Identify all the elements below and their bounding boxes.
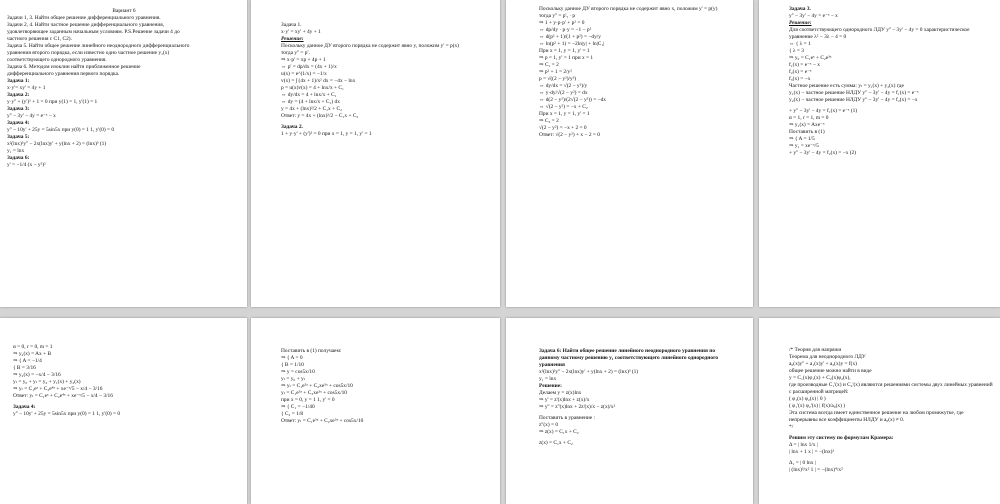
page-8 bbox=[759, 318, 1000, 504]
text-line: y = C₁(x)φ₁(x) + C₂(x)φ₂(x), bbox=[789, 375, 851, 381]
text-line: Теорема для неоднородного ЛДУ bbox=[789, 354, 866, 360]
text-line: дифференциального уравнения первого порядка. bbox=[7, 71, 120, 77]
text-line: ⇒ x·p' = xp + 4p + 1 bbox=[281, 57, 326, 63]
text-line: ⇔ d(2 − y²)/(2√(2 − y²)) = −dx bbox=[539, 97, 607, 103]
text-line: с расширенной матрицей: bbox=[789, 389, 849, 395]
text-line: ⇔ √(2 − y²) = −x + C₂ bbox=[539, 104, 588, 110]
text-line: p = √((2 − y²)/y²) bbox=[539, 76, 577, 82]
text-line: Задачи 2, 4. Найти частное решение дифференциального уравнения, bbox=[7, 22, 165, 28]
text-line: ⇒ y' = z'(x)lnx + z(x)/x bbox=[539, 397, 590, 403]
page-3 bbox=[506, 0, 753, 307]
text-line: ⇔ ln(p² + 1) = −2ln|y| + ln|C₁| bbox=[539, 41, 605, 47]
text-line: Поставить в уравнение : bbox=[539, 415, 596, 421]
text-line: y₁ = lnx bbox=[7, 148, 25, 154]
text-line: ⇔ p' = dp/dx = (4x + 1)/x bbox=[281, 64, 337, 70]
text-line: y·y'' + (y')² + 1 = 0 при y(1) = 1, y'(1) = 1 bbox=[7, 99, 98, 105]
text-line: ⇒ { A = 0 bbox=[281, 355, 303, 361]
text-line: | lnx + 1 x | = −(lnx)² bbox=[789, 449, 835, 455]
text-line: где производные C₁'(x) и C₂'(x) являются решениями системы двух линейных уравнений bbox=[789, 382, 993, 388]
section-heading: Решение: bbox=[281, 36, 304, 42]
text-line: ⇒ { C₁ = −1/40 bbox=[281, 404, 315, 410]
text-line: ( φ₁'(x) φ₂'(x) | f(x)/a₀(x) ) bbox=[789, 403, 846, 409]
text-line: */ bbox=[789, 424, 794, 430]
text-line: f₃(x) = −x bbox=[789, 76, 811, 82]
text-line: y'' − 10y' + 25y = 5sin5x при y(0) = 1 1, y'(0) = 0 bbox=[7, 127, 115, 133]
text-line: ⇒ y₂(x) = Ax + B bbox=[13, 351, 52, 357]
text-line: √(2 − y²) = −x + 2 = 0 bbox=[539, 125, 587, 131]
text-line: f₁(x) = e⁻ˣ − x bbox=[789, 62, 820, 68]
text-line: α = 1, r = 1, m = 0 bbox=[789, 115, 829, 121]
text-line: ⇒ y₁ = xe⁻ˣ/5 bbox=[789, 143, 819, 149]
section-heading: Решение: bbox=[789, 20, 812, 26]
text-line: ⇒ p² + 1 = 2/y² bbox=[539, 69, 572, 75]
text-line: тогда y'' = p'. bbox=[281, 50, 310, 56]
text-line: Δ = | lnx 1/x | bbox=[789, 442, 818, 448]
text-line: общее решение можно найти в виде bbox=[789, 368, 872, 374]
text-line: ⇔ y·dy/√(2 − y²) = dx bbox=[539, 90, 588, 96]
text-line: z''(x) = 0 bbox=[539, 422, 559, 428]
text-line: соответствующего однородного уравнения. bbox=[7, 57, 107, 63]
text-line: { C₂ = 1/8 bbox=[281, 411, 304, 417]
text-line: x²(lnx)²y'' − 2x(lnx)y' + y(lnx + 2) = (lnx)³ (1) bbox=[539, 369, 639, 375]
text-line: ⇒ p = 1, y' = 1 при x = 1 bbox=[539, 55, 594, 61]
page-2 bbox=[251, 0, 500, 307]
section-heading: Решение: bbox=[539, 383, 562, 389]
text-line: Ответ: √(2 − y²) + x − 2 = 0 bbox=[539, 132, 600, 138]
section-heading: Задача 2. bbox=[281, 124, 303, 130]
page-5 bbox=[0, 318, 247, 504]
text-line: y = 4x + (lnx)²/2 + C₁x + C₂ bbox=[281, 106, 342, 112]
text-line: yₗ = y₀ + yₗ = y₀ + y₁(x) + y₂(x) bbox=[13, 379, 81, 385]
text-line: Δ₁ = | 0 lnx | bbox=[789, 460, 816, 466]
text-line: { B = 3/16 bbox=[13, 365, 36, 371]
text-line: ⇔ d(p² + 1)/(1 + p²) = −dy/y bbox=[539, 34, 601, 40]
text-line: a₀(x)y'' + a₁(x)y' + a₂(x)y = f(x) bbox=[789, 361, 857, 367]
section-heading: Задача 1: bbox=[7, 78, 30, 84]
text-line: ⇔ dp/dy · p·y = −1 − p² bbox=[539, 27, 592, 33]
section-heading: Задача 3. bbox=[789, 6, 811, 12]
text-line: ⇒ y₁(x) = Axe⁻ˣ bbox=[789, 122, 825, 128]
section-heading: Задача 2: bbox=[7, 92, 30, 98]
text-line: Поскольку данное ДУ второго порядка не содержит явно y, положим y' = p(x) bbox=[281, 43, 460, 49]
text-line: Поставить в (1) bbox=[789, 129, 825, 135]
text-line: ⇒ 1 + y·p·p' + p² = 0 bbox=[539, 20, 585, 26]
text-line: Частное решение есть сумма: yₗ = y₁(x) + y₂(x) где bbox=[789, 83, 904, 89]
text-line: Ответ: y = 4x + (lnx)²/2 − C₁x + C₂ bbox=[281, 113, 359, 119]
section-heading: Задача 4: bbox=[13, 404, 36, 410]
text-line: y' = −1/4 (x − y²)² bbox=[7, 162, 46, 168]
text-line: непрерывны все коэффициенты НЛДУ и a₀(x) ≠ 0. bbox=[789, 417, 905, 423]
text-line: Поставить в (1) получаем: bbox=[281, 348, 342, 354]
text-line: y'' − 10y' + 25y = 5sin5x при y(0) = 1 1, y'(0) = 0 bbox=[13, 411, 121, 417]
text-line: ⇔ dy/dx = 4 + lnx/x + C₁ bbox=[281, 92, 337, 98]
text-line: | (lnx)³/x² 1 | = −(lnx)⁴/x² bbox=[789, 467, 843, 473]
text-line: 1 + y·y' + (y')² = 0 при x = 1, y = 1, y' = 1 bbox=[281, 131, 372, 137]
text-line: ⇒ yₗ = C₁e⁵ˣ + C₂xe⁵ˣ + cos5x/10 bbox=[281, 383, 353, 389]
text-line: y₂(x) − частное решение НЛДУ y'' − 3y' − 4y = f₂(x) = −x bbox=[789, 97, 918, 103]
text-line: удовлетворяющее заданным начальным условиям. P.S.Решение задачи 4 до bbox=[7, 29, 180, 35]
text-line: Делаем y = z(x)lnx bbox=[539, 390, 582, 396]
text-line: Задача 1. bbox=[281, 22, 302, 28]
text-line: v(x) = ∫ (4x + 1)/x² dx = −4x − lnx bbox=[281, 78, 356, 84]
text-line: ⇒ y₂(x) = −x/4 − 3/16 bbox=[13, 372, 61, 378]
text-line: Для соответствующего однородного ЛДУ y'' − 3y' − 4y = 0 характеристическое bbox=[789, 27, 970, 33]
text-line: u(x) = e^(1/x) = −1/x bbox=[281, 71, 327, 77]
page-6 bbox=[251, 318, 500, 504]
text-line: ⇔ { λ = 1 bbox=[789, 41, 811, 47]
text-line: ⇒ y'' = z''(x)lnx + 2z'(x)/x − z(x)/x² bbox=[539, 404, 616, 410]
text-line: + y'' − 3y' − 4y = f₁(x) = e⁻ˣ (1) bbox=[789, 108, 858, 114]
text-line: /* Теория для напряжи bbox=[789, 347, 842, 353]
text-line: ⇔ dy = (4 + lnx/x + C₁) dx bbox=[281, 99, 340, 105]
text-line: α = 0, r = 0, m = 1 bbox=[13, 344, 53, 350]
text-line: ⇔ dy/dx = √(2 − y²)/y bbox=[539, 83, 588, 89]
text-line: Эта система всегда имеет единственное решение на любом промежутке, где bbox=[789, 410, 964, 416]
text-line: { λ = 3 bbox=[789, 48, 804, 54]
section-heading: Решим эту систему по формулам Крамера: bbox=[789, 435, 894, 441]
text-line: При x = 1, y = 1, y' = 1 bbox=[539, 111, 590, 117]
text-line: yₗ = y₀ + yₗ bbox=[281, 376, 306, 382]
section-heading: уравнения bbox=[539, 362, 565, 368]
text-line: z(x) = C₁x + C₂ bbox=[539, 440, 573, 446]
text-line: Ответ: yₗ = C₁e⁵ˣ + C₂xe⁵ˣ + cos5x/10 bbox=[281, 418, 364, 424]
text-line: Задача 6. Методом изоклин найти приближенное решение bbox=[7, 64, 141, 70]
text-line: Поскольку данное ДУ второго порядка не содержит явно x, положим y' = p(y) bbox=[539, 6, 718, 12]
text-line: { B = 1/10 bbox=[281, 362, 304, 368]
page-title: Вариант 6 bbox=[112, 8, 136, 14]
page-4 bbox=[759, 0, 1000, 307]
section-heading: Задача 5: bbox=[7, 134, 30, 140]
text-line: При x = 1, y = 1, y' = 1 bbox=[539, 48, 590, 54]
text-line: ( φ₁(x) φ₂(x) | 0 ) bbox=[789, 396, 826, 402]
text-line: ⇒ y = cos5x/10 bbox=[281, 369, 315, 375]
text-line: ⇒ C₁ = 2 bbox=[539, 62, 559, 68]
section-heading: Задача 6: Найти общее решение линейного неоднородного уравнения по bbox=[539, 348, 716, 354]
text-line: f₂(x) = e⁻ˣ bbox=[789, 69, 812, 75]
section-heading: Задача 3: bbox=[7, 106, 30, 112]
text-line: уравнение λ² − 3λ − 4 = 0 bbox=[789, 34, 847, 40]
text-line: Задача 5. Найти общее решение линейного неоднородного дифференциального bbox=[7, 43, 190, 49]
text-line: y'' − 3y' − 4y = e⁻ˣ − x bbox=[789, 13, 838, 19]
text-line: y'' − 3y' − 4y = e⁻ˣ − x bbox=[7, 113, 56, 119]
text-line: ⇒ yₗ = C₁eˣ + C₂e⁴ˣ + xe⁻ˣ/5 − x/4 − 3/16 bbox=[13, 386, 103, 392]
text-line: ⇒ { A = −1/4 bbox=[13, 358, 42, 364]
text-line: частного решения с C1, C2). bbox=[7, 36, 72, 42]
text-line: Задачи 1, 3. Найти общее решение дифференциального уравнения. bbox=[7, 15, 161, 21]
text-line: уравнения второго порядка, если известно одно частное решение y₁(x) bbox=[7, 50, 170, 56]
text-line: при x = 0, y = 1 1, y' = 0 bbox=[281, 397, 335, 403]
page-1 bbox=[0, 0, 247, 307]
section-heading: Задача 6: bbox=[7, 155, 30, 161]
text-line: yₗ = C₁e⁵ˣ + C₂xe⁵ˣ + cos5x/10 bbox=[281, 390, 347, 396]
text-line: Ответ: yₗ = C₁eˣ + C₂e⁴ˣ + xe⁻ˣ/5 − x/4 − 3/16 bbox=[13, 393, 113, 399]
text-line: x²(lnx)²y'' − 2x(lnx)y' + y(lnx + 2) = (lnx)³ (1) bbox=[7, 141, 107, 147]
text-line: x·y'= xy' = 4y + 1 bbox=[7, 85, 46, 91]
text-line: x·y' = xy' + 4y + 1 bbox=[281, 29, 321, 35]
text-line: p = u(x)v(x) = 4 + lnx/x + C₁ bbox=[281, 85, 344, 91]
section-heading: данному частному решению y₁ соответствующего линейного однородного bbox=[539, 355, 719, 361]
text-line: + y'' − 3y' − 4y = f₂(x) = −x (2) bbox=[789, 150, 857, 156]
text-line: ⇒ { A = 1/5 bbox=[789, 136, 815, 142]
text-line: ⇒ y₀ = C₁eˣ + C₂e³ˣ bbox=[789, 55, 832, 61]
section-heading: Задача 4: bbox=[7, 120, 30, 126]
text-line: ⇒ C₂ = 2 bbox=[539, 118, 559, 124]
text-line: y₁(x) − частное решение НЛДУ y'' − 3y' − 4y = f₁(x) = e⁻ˣ bbox=[789, 90, 919, 96]
text-line: тогда y'' = p'ᵧ · p bbox=[539, 13, 576, 19]
text-line: ⇒ z(x) = C₁x + C₂ bbox=[539, 429, 579, 435]
text-line: y₁ = lnx bbox=[539, 376, 557, 382]
page-7 bbox=[506, 318, 753, 504]
